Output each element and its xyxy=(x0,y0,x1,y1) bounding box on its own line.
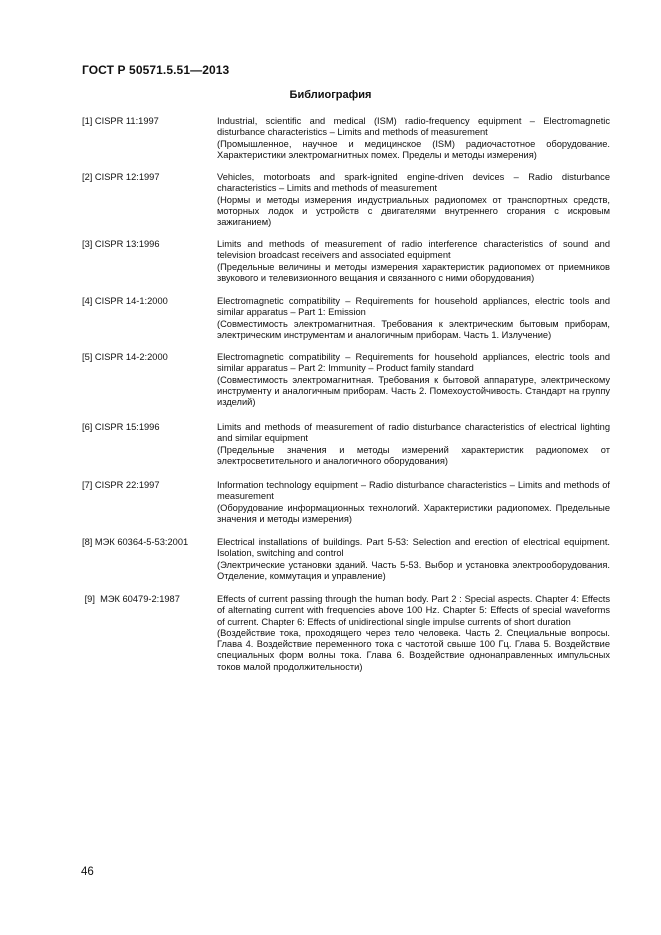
entry-title-en: Electromagnetic compatibility – Requirements for household appliances, electric tools and similar apparatus – Part 2: Immunity – Product family standard xyxy=(217,352,610,374)
entry-description xyxy=(217,352,610,408)
entry-title-en: Limits and methods of measurement of radio disturbance characteristics of electrical lighting and similar equipment xyxy=(217,422,610,444)
entry-title-ru: (Предельные значения и методы измерений характеристик радиопомех от электросветительного и аналогичного оборудования) xyxy=(217,444,610,466)
entry-title-ru: (Промышленное, научное и медицинское (ISM) радиочастотное оборудование. Характеристики электромагнитных помех. Пределы и методы измерения) xyxy=(217,138,610,160)
entry-title-ru: (Предельные величины и методы измерения характеристик радиопомех от приемников звукового и телевизионного вещания и связанного с ними оборудования) xyxy=(217,261,610,283)
bibliography-entry xyxy=(82,480,610,537)
bibliography-entry xyxy=(82,116,610,172)
bibliography-title: Библиография xyxy=(289,89,372,101)
entry-reference: [3] CISPR 13:1996 xyxy=(82,239,160,249)
entry-title-ru: (Оборудование информационных технологий. Характеристики радиопомех. Предельные значения и методы измерения) xyxy=(217,502,610,524)
entry-title-en: Effects of current passing through the human body. Part 2 : Special aspects. Chapter 4: Effects of alternating current with frequencies above 100 Hz. Chapter 5: Effects of special waveforms of current. Chapter 6: Effects of unidirectional single impulse currents of short duration xyxy=(217,594,610,627)
entry-description xyxy=(217,422,610,467)
entry-reference: [6] CISPR 15:1996 xyxy=(82,422,160,432)
entry-description xyxy=(217,116,610,161)
entry-reference: [1] CISPR 11:1997 xyxy=(82,116,159,126)
entry-reference: [7] CISPR 22:1997 xyxy=(82,480,160,490)
bibliography-entry xyxy=(82,172,610,239)
entry-description xyxy=(217,537,610,582)
entry-title-en: Limits and methods of measurement of radio interference characteristics of sound and television broadcast receivers and associated equipment xyxy=(217,239,610,261)
entry-reference: [2] CISPR 12:1997 xyxy=(82,172,160,182)
entry-title-ru: (Совместимость электромагнитная. Требования к электрическим бытовым приборам, электрическим инструментам и аналогичным приборам. Часть 1. Излучение) xyxy=(217,318,610,340)
entry-title-en: Industrial, scientific and medical (ISM) radio-frequency equipment – Electromagnetic disturbance characteristics – Limits and methods of measurement xyxy=(217,116,610,138)
bibliography-entry xyxy=(82,422,610,480)
entry-title-en: Information technology equipment – Radio disturbance characteristics – Limits and methods of measurement xyxy=(217,480,610,502)
entry-reference: [9] МЭК 60479-2:1987 xyxy=(82,594,180,604)
bibliography-entry xyxy=(82,239,610,296)
bibliography-entry xyxy=(82,352,610,422)
entry-title-en: Electromagnetic compatibility – Requirements for household appliances, electric tools and similar apparatus – Part 1: Emission xyxy=(217,296,610,318)
doc-header: ГОСТ Р 50571.5.51—2013 xyxy=(82,63,230,77)
entry-description xyxy=(217,172,610,228)
bibliography-entry xyxy=(82,296,610,352)
entry-description xyxy=(217,239,610,284)
entry-title-ru: (Электрические установки зданий. Часть 5-53. Выбор и установка электрооборудования. Отделение, коммутация и управление) xyxy=(217,559,610,581)
entry-description xyxy=(217,594,610,673)
entry-description xyxy=(217,480,610,525)
entry-title-ru: (Совместимость электромагнитная. Требования к бытовой аппаратуре, электрическому инструменту и аналогичным приборам. Часть 2. Помехоустойчивость. Стандарт на группу изделий) xyxy=(217,374,610,408)
page-number: 46 xyxy=(81,866,94,878)
entry-reference: [4] CISPR 14-1:2000 xyxy=(82,296,168,306)
entry-description xyxy=(217,296,610,341)
entry-title-en: Electrical installations of buildings. Part 5-53: Selection and erection of electrical equipment. Isolation, switching and control xyxy=(217,537,610,559)
entry-title-ru: (Воздействие тока, проходящего через тело человека. Часть 2. Специальные вопросы. Глава 4. Воздействие переменного тока с частотой свыше 100 Гц. Глава 5. Воздействие специальных форм волны тока. Глава 6. Воздействие однонаправленных импульсных токов малой продолжительности) xyxy=(217,627,610,672)
entry-title-en: Vehicles, motorboats and spark-ignited engine-driven devices – Radio disturbance characteristics – Limits and methods of measurement xyxy=(217,172,610,194)
bibliography-entry xyxy=(82,537,610,594)
bibliography-entry xyxy=(82,594,610,690)
entry-reference: [8] МЭК 60364-5-53:2001 xyxy=(82,537,189,547)
entry-title-ru: (Нормы и методы измерения индустриальных радиопомех от транспортных средств, моторных лодок и устройств с двигателями внутреннего сгорания с искровым зажиганием) xyxy=(217,194,610,228)
entry-reference: [5] CISPR 14-2:2000 xyxy=(82,352,168,362)
bibliography-list xyxy=(82,116,610,690)
